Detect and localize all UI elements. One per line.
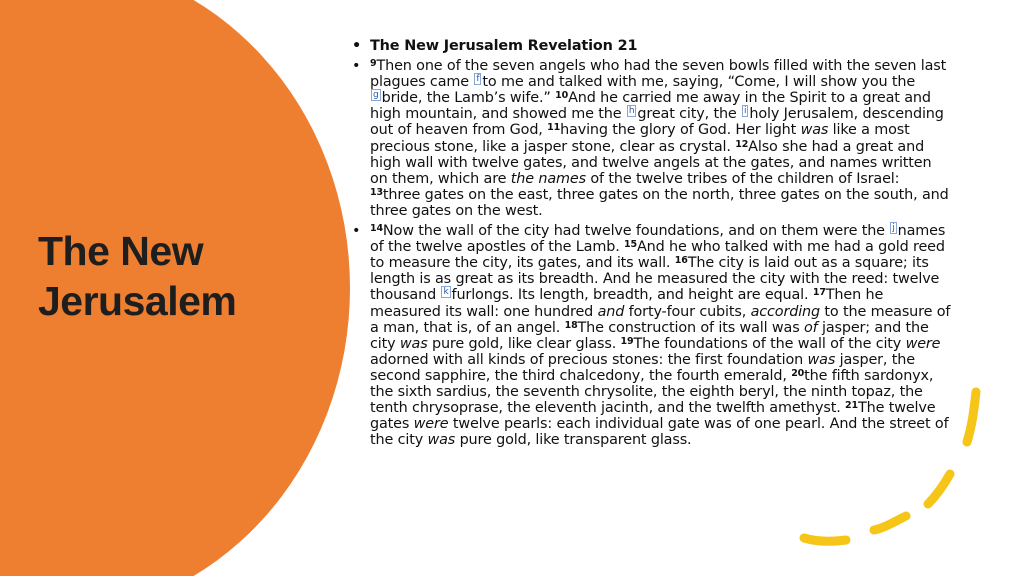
slide-title bbox=[38, 226, 318, 326]
decorative-yellow-dashes bbox=[780, 367, 1024, 576]
verse-text: three gates on the east, three gates on the north, three gates on the south, and three gates on the west. bbox=[370, 186, 949, 219]
verse-text: names of the twelve apostles of the Lamb. bbox=[370, 223, 946, 256]
verse-text: The construction of its wall was bbox=[577, 319, 804, 336]
verse-number: 17 bbox=[812, 287, 826, 299]
verse-number: 14 bbox=[370, 223, 383, 235]
verse-number: 18 bbox=[564, 319, 578, 331]
verse-text: And he carried me away in the Spirit to a great and high mountain, and showed me the bbox=[370, 90, 931, 123]
verse-number: 20 bbox=[791, 367, 805, 379]
verse-text: jasper; and the city bbox=[370, 319, 929, 352]
verse-text: The twelve gates bbox=[370, 400, 936, 433]
verse-text: to the measure of a man, that is, of an angel. bbox=[370, 303, 951, 336]
italic-text: was bbox=[807, 351, 836, 368]
italic-text: and bbox=[597, 303, 625, 320]
footnote-link[interactable]: g bbox=[373, 90, 379, 101]
slide-title-line-1: The New bbox=[38, 228, 204, 274]
verse-text: furlongs. Its length, breadth, and height are equal. bbox=[451, 287, 813, 304]
verse-number: 15 bbox=[624, 239, 637, 251]
verse-text: the fifth sardonyx, the sixth sardius, the seventh chrysolite, the eighth beryl, the ninth topaz, the tenth chrysoprase, the eleventh jacinth, and the twelfth amethyst. bbox=[370, 367, 934, 417]
verse-number: 16 bbox=[674, 255, 688, 267]
verse-text: The foundations of the wall of the city bbox=[633, 335, 906, 352]
verse-text: pure gold, like transparent glass. bbox=[455, 432, 692, 449]
verse-text: like a most precious stone, like a jasper stone, clear as crystal. bbox=[370, 122, 910, 155]
yellow-dash-3 bbox=[874, 516, 906, 530]
verse-number: 13 bbox=[370, 186, 383, 198]
yellow-dash-1 bbox=[967, 392, 976, 442]
verse-text: holy Jerusalem, descending out of heaven from God, bbox=[370, 106, 944, 139]
italic-text: was bbox=[399, 335, 428, 352]
yellow-dash-4 bbox=[804, 538, 846, 541]
verse-text: of the twelve tribes of the children of Israel: bbox=[585, 170, 900, 187]
footnote-link[interactable]: j bbox=[892, 223, 895, 234]
verse-text: bride, the Lamb’s wife.” bbox=[381, 90, 556, 107]
verse-text: adorned with all kinds of precious stones: the first foundation bbox=[370, 351, 808, 368]
italic-text: of bbox=[803, 319, 818, 336]
verse-number: 11 bbox=[547, 122, 561, 134]
verse-text: jasper, the second sapphire, the third chalcedony, the fourth emerald, bbox=[370, 351, 915, 384]
verse-text: And he who talked with me had a gold reed to measure the city, its gates, and its wall. bbox=[370, 239, 945, 272]
footnote-link[interactable]: f bbox=[476, 74, 480, 85]
verse-number: 9 bbox=[370, 58, 377, 70]
verse-text: to me and talked with me, saying, “Come, I will show you the bbox=[482, 74, 916, 91]
passage-verses-9-13 bbox=[352, 58, 952, 219]
verses-9-13-text bbox=[370, 58, 949, 219]
footnote-link[interactable]: i bbox=[744, 106, 747, 117]
verse-text: The city is laid out as a square; its length is as great as its breadth. And he measured the city with the reed: twelve thousand bbox=[370, 255, 940, 304]
italic-text: the names bbox=[510, 170, 586, 187]
verse-text: great city, the bbox=[637, 106, 742, 123]
verse-text: Then he measured its wall: one hundred bbox=[370, 287, 884, 320]
italic-text: was bbox=[427, 432, 456, 449]
verse-text: having the glory of God. Her light bbox=[560, 122, 801, 139]
verse-number: 19 bbox=[620, 335, 634, 347]
verse-text: Also she had a great and high wall with twelve gates, and twelve angels at the gates, and names written on them, which are bbox=[370, 138, 932, 187]
yellow-dash-2 bbox=[928, 474, 950, 504]
verse-text: Now the wall of the city had twelve foundations, and on them were the bbox=[382, 223, 890, 240]
italic-text: was bbox=[800, 122, 829, 139]
verse-text: pure gold, like clear glass. bbox=[427, 335, 621, 352]
verse-number: 21 bbox=[845, 400, 858, 412]
verse-text: Then one of the seven angels who had the seven bowls filled with the seven last plagues came bbox=[370, 58, 947, 91]
verse-text: forty-four cubits, bbox=[624, 303, 751, 320]
slide-title-line-2: Jerusalem bbox=[38, 278, 237, 324]
italic-text: according bbox=[750, 303, 820, 320]
verse-text: twelve pearls: each individual gate was of one pearl. And the street of the city bbox=[370, 416, 949, 449]
verse-number: 10 bbox=[555, 90, 569, 102]
passage-heading: • The New Jerusalem Revelation 21 bbox=[352, 38, 952, 54]
footnote-link[interactable]: k bbox=[443, 287, 449, 298]
italic-text: were bbox=[905, 335, 941, 352]
italic-text: were bbox=[413, 416, 449, 433]
footnote-link[interactable]: h bbox=[628, 106, 635, 117]
verse-number: 12 bbox=[735, 138, 749, 150]
